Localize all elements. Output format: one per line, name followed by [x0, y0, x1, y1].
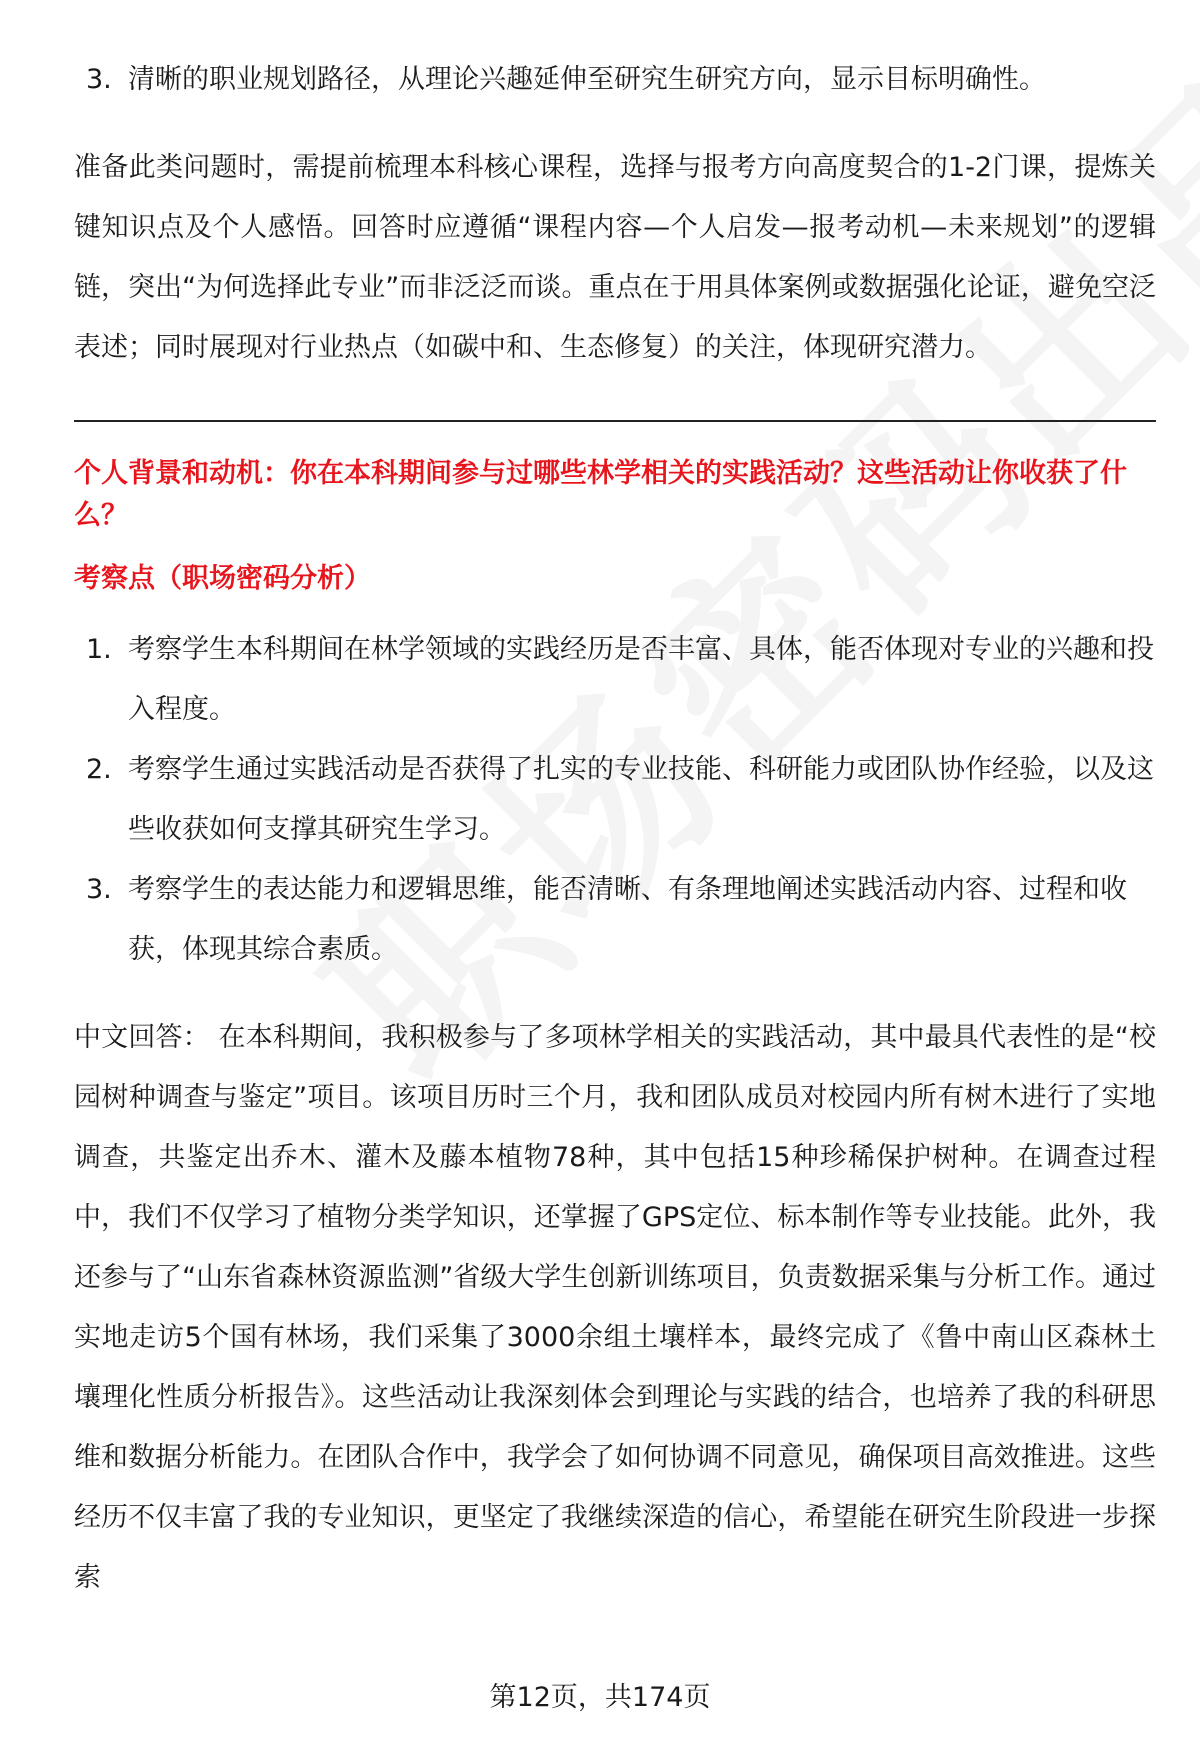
- list-text: 清晰的职业规划路径，从理论兴趣延伸至研究生研究方向，显示目标明确性。: [128, 64, 1046, 95]
- top-list: [74, 50, 1156, 110]
- list-text: 考察学生本科期间在林学领域的实践经历是否丰富、具体，能否体现对专业的兴趣和投入程度。: [128, 634, 1154, 725]
- prep-paragraph: 准备此类问题时，需提前梳理本科核心课程，选择与报考方向高度契合的1-2门课，提炼关键知识点及个人感悟。回答时应遵循“课程内容—个人启发—报考动机—未来规划”的逻辑链，突出“为何选择此专业”而非泛泛而谈。重点在于用具体案例或数据强化论证，避免空泛表述；同时展现对行业热点（如碳中和、生态修复）的关注，体现研究潜力。: [74, 152, 1156, 363]
- list-item: [74, 50, 1156, 110]
- section-divider: [74, 420, 1156, 422]
- list-number: 3.: [86, 874, 112, 905]
- list-number: 1.: [86, 634, 112, 665]
- list-text: 考察学生通过实践活动是否获得了扎实的专业技能、科研能力或团队协作经验，以及这些收获如何支撑其研究生学习。: [128, 754, 1154, 845]
- list-item: [74, 620, 1156, 740]
- analysis-heading: 考察点（职场密码分析）: [74, 563, 371, 594]
- list-item: [74, 860, 1156, 980]
- list-item: [74, 740, 1156, 860]
- analysis-points: [74, 620, 1156, 980]
- answer-paragraph: 中文回答： 在本科期间，我积极参与了多项林学相关的实践活动，其中最具代表性的是“校园树种调查与鉴定”项目。该项目历时三个月，我和团队成员对校园内所有树木进行了实地调查，共鉴定出乔木、灌木及藤本植物78种，其中包括15种珍稀保护树种。在调查过程中，我们不仅学习了植物分类学知识，还掌握了GPS定位、标本制作等专业技能。此外，我还参与了“山东省森林资源监测”省级大学生创新训练项目，负责数据采集与分析工作。通过实地走访5个国有林场，我们采集了3000余组土壤样本，最终完成了《鲁中南山区森林土壤理化性质分析报告》。这些活动让我深刻体会到理论与实践的结合，也培养了我的科研思维和数据分析能力。在团队合作中，我学会了如何协调不同意见，确保项目高效推进。这些经历不仅丰富了我的专业知识，更坚定了我继续深造的信心，希望能在研究生阶段进一步探索: [74, 1022, 1156, 1593]
- page-footer: 第12页，共174页: [489, 1682, 711, 1713]
- list-number: 2.: [86, 754, 112, 785]
- list-number: 3.: [86, 64, 112, 95]
- page-content: [74, 0, 1156, 1608]
- list-text: 考察学生的表达能力和逻辑思维，能否清晰、有条理地阐述实践活动内容、过程和收获，体现其综合素质。: [128, 874, 1127, 965]
- question-heading: 个人背景和动机：你在本科期间参与过哪些林学相关的实践活动？这些活动让你收获了什么？: [74, 458, 1127, 531]
